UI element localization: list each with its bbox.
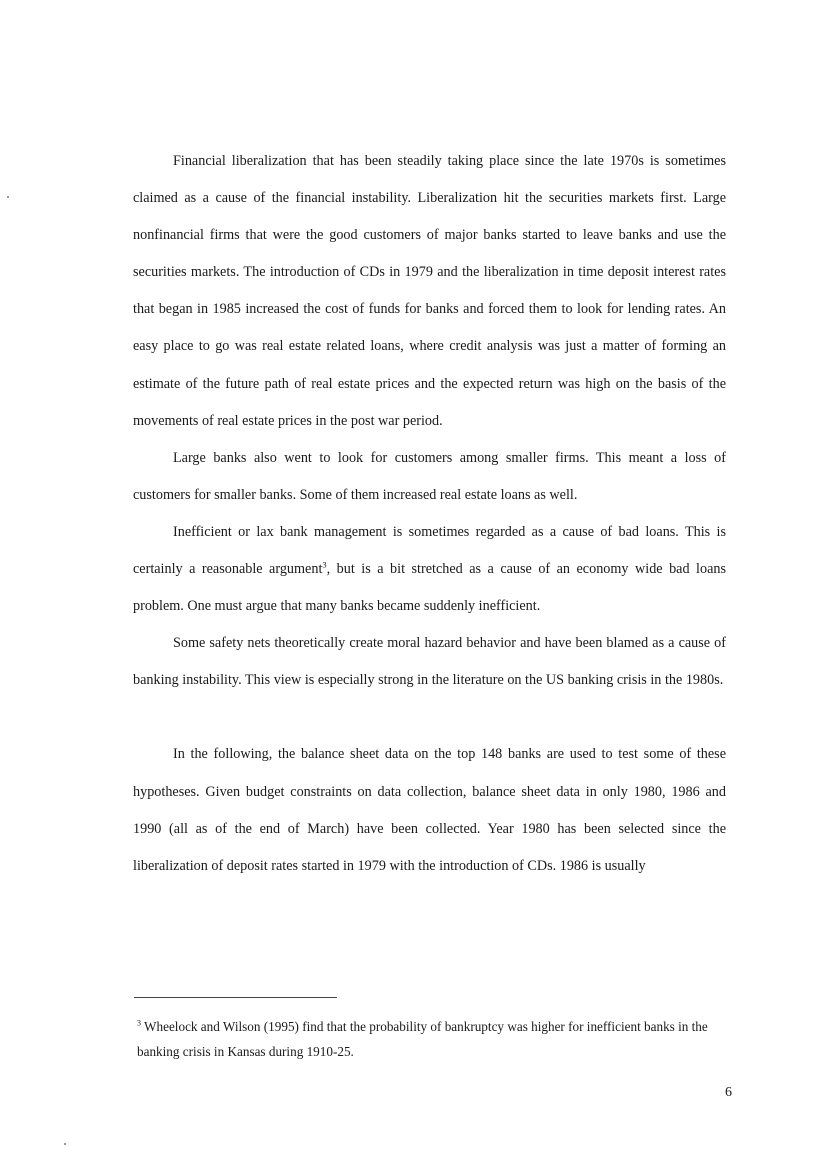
footnote-separator: [134, 997, 337, 998]
paragraph-bank-management: [133, 514, 726, 625]
page-number: 6: [725, 1085, 732, 1100]
footnote-mark: 3: [137, 1018, 141, 1028]
scan-speck: [64, 1143, 66, 1145]
footnote-reference: 3: [322, 559, 327, 570]
paragraph-management-text-end: , but is a bit stretched as a cause of an economy wide bad loans problem. One must argue that many banks became suddenly inefficient.: [133, 561, 727, 615]
paragraph-safety-nets: Some safety nets theoretically create moral hazard behavior and have been blamed as a cause of banking instability. This view is especially strong in the literature on the US banking crisis in the 1980s.: [133, 635, 726, 689]
footnote: [137, 1014, 737, 1064]
paragraph-liberalization: Financial liberalization that has been steadily taking place since the late 1970s is sometimes claimed as a cause of the financial instability. Liberalization hit the securities markets first. Large nonfinancial firms that were the good customers of major banks started to leave banks and use the securities markets. The introduction of CDs in 1979 and the liberalization in time deposit interest rates that began in 1985 increased the cost of funds for banks and forced them to look for lending rates. An easy place to go was real estate related loans, where credit analysis was just a matter of forming an estimate of the future path of real estate prices and the expected return was high on the basis of the movements of real estate prices in the post war period.: [133, 153, 726, 429]
scan-speck: [7, 196, 9, 198]
paragraph-management-text: Inefficient or lax bank management is sometimes regarded as a cause of bad loans. This is certainly a reasonable argument: [133, 523, 726, 578]
body-text: [133, 143, 726, 885]
footnote-text: Wheelock and Wilson (1995) find that the probability of bankruptcy was higher for inefficient banks in the banking crisis in Kansas during 1910-25.: [137, 1019, 708, 1059]
paragraph-large-banks: Large banks also went to look for customers among smaller firms. This meant a loss of customers for smaller banks. Some of them increased real estate loans as well.: [133, 449, 726, 503]
paragraph-balance-sheet: In the following, the balance sheet data on the top 148 banks are used to test some of these hypotheses. Given budget constraints on data collection, balance sheet data in only 1980, 1986 and 1990 (all as of the end of March) have been collected. Year 1980 has been selected since the liberalization of deposit rates started in 1979 with the introduction of CDs. 1986 is usually: [133, 746, 726, 874]
